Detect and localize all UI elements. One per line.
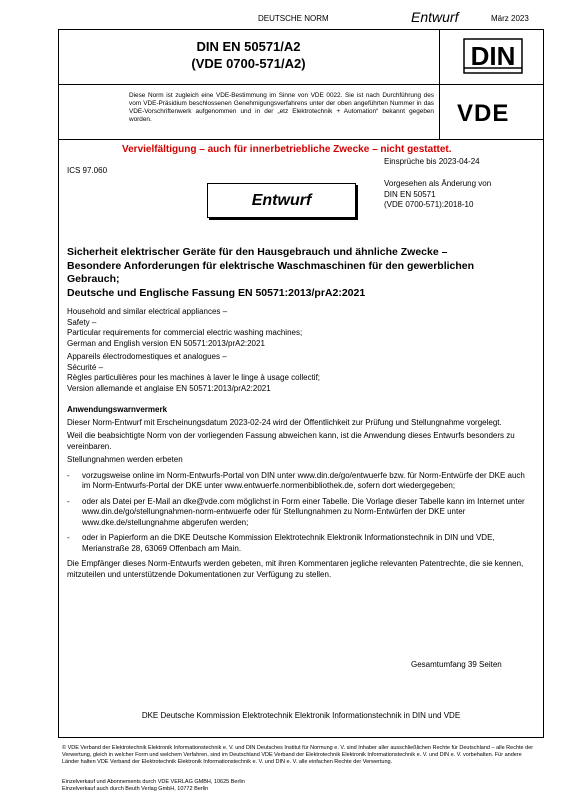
svg-text:DIN: DIN <box>470 41 516 71</box>
draft-stamp: Entwurf <box>207 183 356 218</box>
vde-number: (VDE 0700-571/A2) <box>191 56 306 71</box>
replacement-line: (VDE 0700-571):2018-10 <box>384 200 474 209</box>
list-item: - oder in Papierform an die DKE Deutsche Kommission Elektrotechnik Elektronik Informationstechnik in DIN und VDE, Merianstraße 28, 63069 Offenbach am Main. <box>67 533 495 553</box>
replacement-line: DIN EN 50571 <box>384 189 436 199</box>
usage-paragraph: Weil die beabsichtigte Norm von der vorliegenden Fassung abweichen kann, ist die Anwendung dieses Entwurfs besonders zu vereinbaren. <box>67 431 515 451</box>
comment-options-list <box>67 471 535 555</box>
usage-warning <box>67 405 535 580</box>
objections-deadline: Einsprüche bis 2023-04-24 <box>384 157 480 166</box>
title-french: Appareils électrodomestiques et analogues – Sécurité – Règles particulières pour les machines à laver le linge à usage collectif; Version allemande et anglaise EN 50571:2013/prA2:2021 <box>67 352 321 393</box>
ics-code: ICS 97.060 <box>67 166 108 175</box>
replacement-note <box>384 179 491 211</box>
total-pages: Gesamtumfang 39 Seiten <box>411 660 502 669</box>
usage-heading: Anwendungswarnvermerk <box>67 405 168 414</box>
usage-paragraph: Stellungnahmen werden erbeten <box>67 455 183 464</box>
publication-date: März 2023 <box>491 14 529 23</box>
title-german: Sicherheit elektrischer Geräte für den Hausgebrauch und ähnliche Zwecke – Besondere Anforderungen für elektrische Waschmaschinen für den gewerblichen Gebrauch; Deutsche und Englische Fassung EN 50571:2013/prA2:2021 <box>67 246 475 299</box>
replacement-line: Vorgesehen als Änderung von <box>384 179 492 188</box>
divider <box>58 139 544 140</box>
usage-paragraph: Die Empfänger dieses Norm-Entwurfs werden gebeten, mit ihren Kommentaren jegliche relevanten Patentrechte, die sie kennen, mitzuteilen und unterstützende Dokumentationen zur Verfügung zu stellen. <box>67 559 524 579</box>
vde-statement: Diese Norm ist zugleich eine VDE-Bestimmung im Sinne von VDE 0022. Sie ist nach Durchführung des vom VDE-Präsidium beschlossenen Genehmigungsverfahrens unter der oben angeführten Nummer in das VDE-Vorschriftenwerk aufgenommen und in der „etz Elektrotechnik + Automation“ bekannt gegeben worden. <box>129 92 434 123</box>
draft-label: Entwurf <box>411 9 459 25</box>
list-item: - vorzugsweise online im Norm-Entwurfs-Portal von DIN unter www.din.de/go/entwuerfe bzw. für Norm-Entwürfe der DKE auch im Norm-Entwurfs-Portal der DKE unter www.entwuerfe.normenbibliothek.de, sofern dort wiedergegeben; <box>67 470 525 490</box>
usage-paragraph: Dieser Norm-Entwurf mit Erscheinungsdatum 2023-02-24 wird der Öffentlichkeit zur Prüfung und Stellungnahme vorgelegt. <box>67 417 502 427</box>
divider <box>58 84 544 85</box>
norm-type: DEUTSCHE NORM <box>258 14 329 23</box>
din-logo <box>463 38 523 74</box>
footer-organisation: DKE Deutsche Kommission Elektrotechnik Elektronik Informationstechnik in DIN und VDE <box>141 711 461 720</box>
copyright-notice: © VDE Verband der Elektrotechnik Elektronik Informationstechnik e. V. und DIN Deutsches Institut für Normung e. V. sind Inhaber aller ausschließlichen Rechte für Deutschland – alle Rechte der Verwertung, gleich in welcher Form und welchem Verfahren, sind im Deutschland VDE Verband der Elektrotechnik Elektronik Informationstechnik e. V. und DIN e. V. vorbehalten. Für andere Länder halten VDE Verband der Elektrotechnik Elektronik Informationstechnik e. V. und DIN e. V. alle einfachen Rechte der Verwertung. <box>62 745 534 765</box>
document-number: DIN EN 50571/A2 <box>196 39 301 54</box>
sales-info: Einzelverkauf und Abonnements durch VDE VERLAG GMBH, 10625 Berlin Einzelverkauf auch durch Beuth Verlag GmbH, 10772 Berlin <box>62 779 245 792</box>
copy-warning: Vervielfältigung – auch für innerbetriebliche Zwecke – nicht gestattet. <box>122 144 452 155</box>
list-item: - oder als Datei per E-Mail an dke@vde.com möglichst in Form einer Tabelle. Die Vorlage dieser Tabelle kann im Internet unter www.din.de/go/stellungnahmen-norm-entwuerfe oder für Stellungnahmen zu Norm-Entwürfen der DKE unter www.dke.de/stellungnahme abgerufen werden; <box>67 496 525 527</box>
vde-logo: VDE <box>457 100 510 127</box>
title-english: Household and similar electrical appliances – Safety – Particular requirements for commercial electric washing machines; German and English version EN 50571:2013/prA2:2021 <box>67 307 303 348</box>
